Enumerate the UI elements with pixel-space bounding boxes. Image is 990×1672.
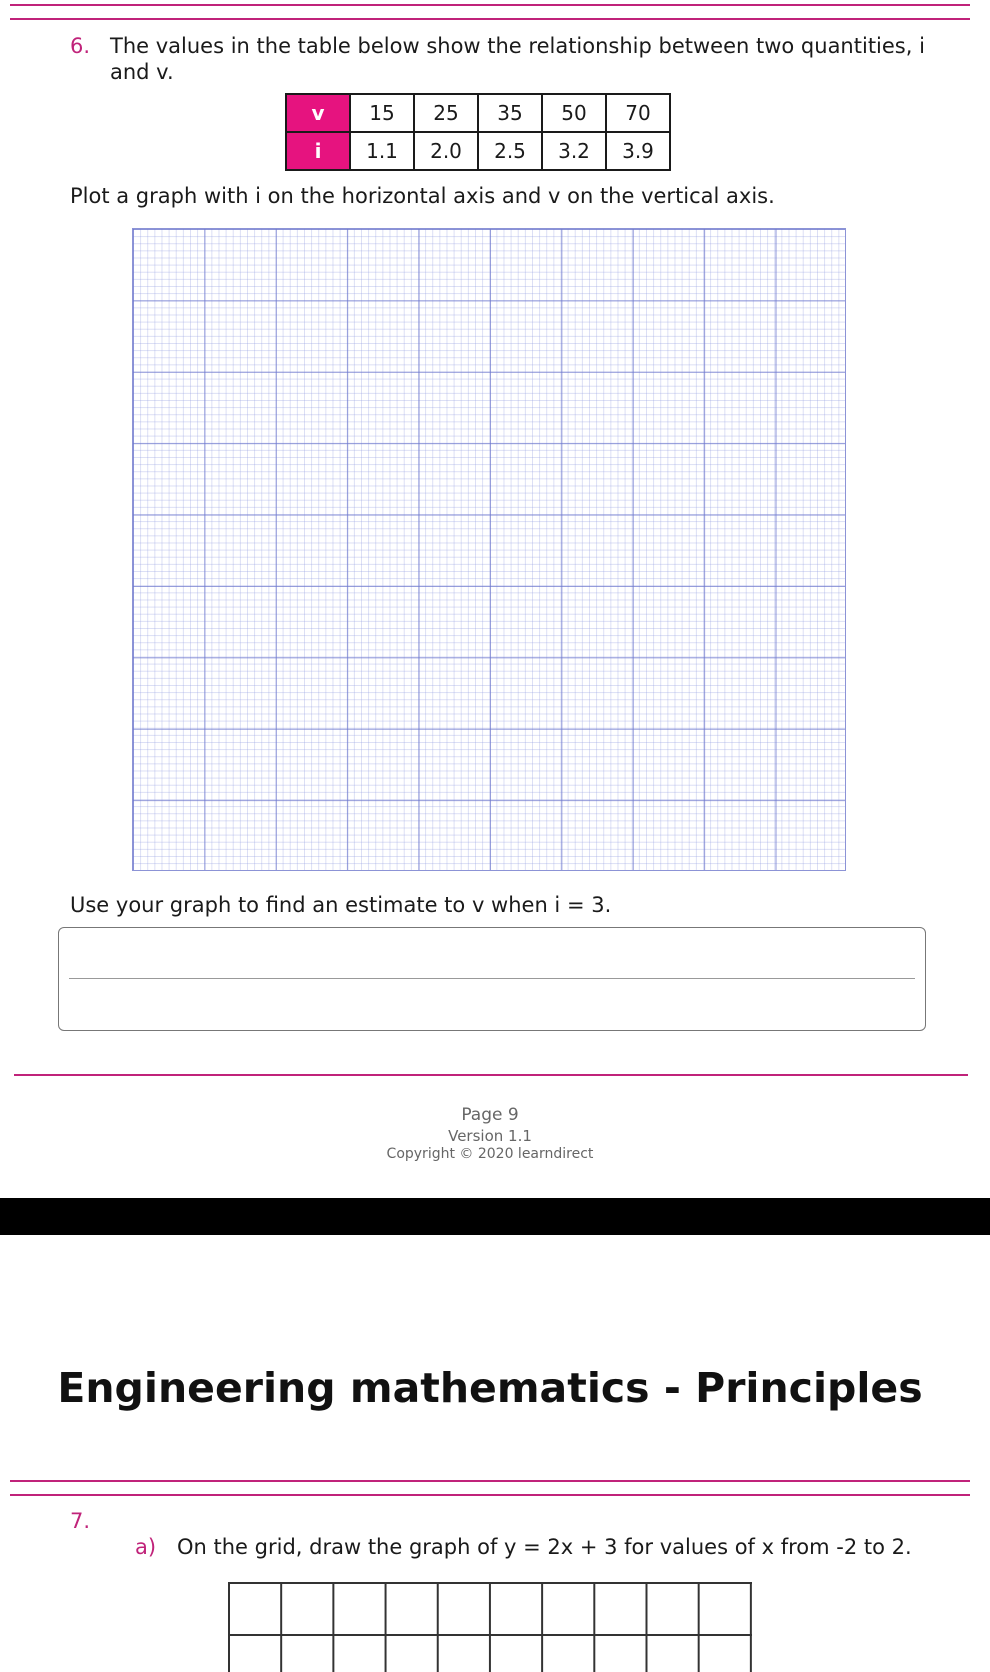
- part-a-label: a): [135, 1535, 157, 1559]
- answer-box[interactable]: [58, 927, 926, 1031]
- question-6-text-line-2: and v.: [110, 60, 174, 84]
- top-rule-1: [10, 4, 970, 6]
- footer-version: Version 1.1: [448, 1127, 532, 1145]
- v-value-cell: 15: [350, 94, 414, 132]
- question-7-number: 7.: [70, 1509, 91, 1533]
- v-header-cell: v: [286, 94, 350, 132]
- section-rule-2: [10, 1494, 970, 1496]
- section-title: Engineering mathematics - Principles: [57, 1364, 923, 1412]
- question-7-grid[interactable]: [228, 1582, 752, 1672]
- question-6-text-line-1: The values in the table below show the relationship between two quantities, i: [110, 34, 925, 58]
- estimate-instruction: Use your graph to find an estimate to v when i = 3.: [70, 893, 612, 917]
- top-rule-2: [10, 18, 970, 20]
- footer-rule: [14, 1074, 968, 1076]
- v-value-cell: 50: [542, 94, 606, 132]
- v-value-cell: 35: [478, 94, 542, 132]
- table-row-v: [286, 94, 670, 132]
- page-separator-bar: [0, 1198, 990, 1235]
- i-value-cell: 3.2: [542, 132, 606, 170]
- section-rule-1: [10, 1480, 970, 1482]
- v-value-cell: 25: [414, 94, 478, 132]
- i-value-cell: 1.1: [350, 132, 414, 170]
- question-6-number: 6.: [70, 34, 91, 58]
- answer-line: [69, 978, 915, 979]
- i-value-cell: 2.0: [414, 132, 478, 170]
- v-value-cell: 70: [606, 94, 670, 132]
- plot-instruction: Plot a graph with i on the horizontal axis and v on the vertical axis.: [70, 184, 775, 208]
- i-value-cell: 3.9: [606, 132, 670, 170]
- part-a-text: On the grid, draw the graph of y = 2x + 3 for values of x from -2 to 2.: [177, 1535, 912, 1559]
- i-value-cell: 2.5: [478, 132, 542, 170]
- footer-copyright: Copyright © 2020 learndirect: [386, 1146, 594, 1162]
- table-row-i: [286, 132, 670, 170]
- footer-page-number: Page 9: [461, 1105, 519, 1125]
- i-header-cell: i: [286, 132, 350, 170]
- values-table: [285, 93, 671, 171]
- graph-paper-grid[interactable]: [132, 228, 846, 871]
